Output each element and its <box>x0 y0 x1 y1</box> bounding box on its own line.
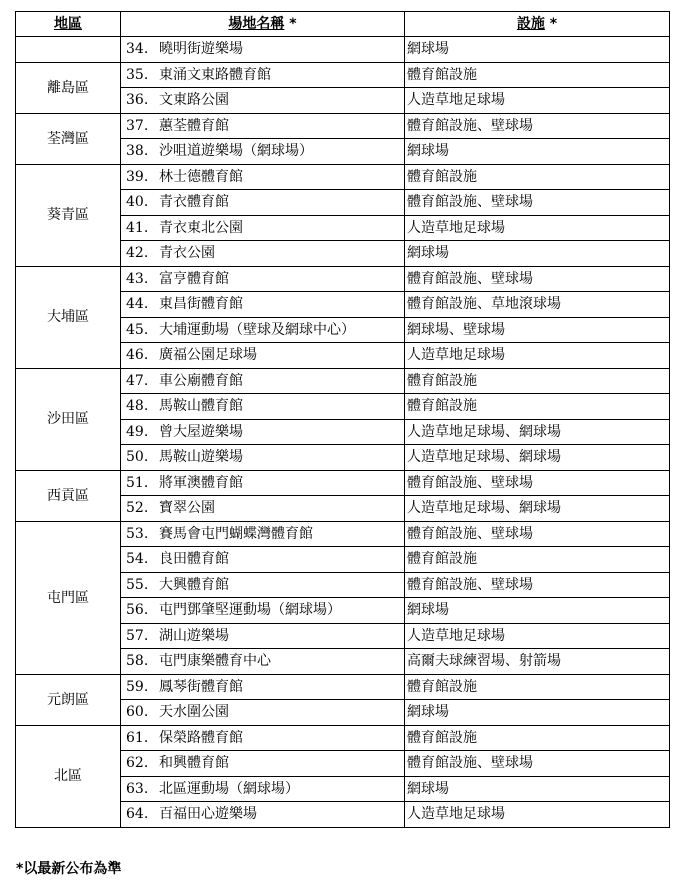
venue-name: 馬鞍山體育館 <box>159 398 243 415</box>
table-row <box>16 521 670 547</box>
venue-name: 和興體育館 <box>159 755 229 772</box>
district-cell: 屯門區 <box>16 521 121 674</box>
venue-cell <box>121 419 405 445</box>
venue-number: 44. <box>126 296 149 313</box>
venue-name: 車公廟體育館 <box>159 372 243 389</box>
venue-name: 大興體育館 <box>159 576 229 593</box>
header-venue: 場地名稱 * <box>121 12 405 37</box>
venue-number: 58. <box>126 653 149 670</box>
venue-cell <box>121 649 405 675</box>
venue-cell <box>121 572 405 598</box>
venue-cell <box>121 62 405 88</box>
district-cell: 西貢區 <box>16 470 121 521</box>
facilities-cell: 體育館設施、壁球場 <box>405 190 670 216</box>
table-row <box>16 368 670 394</box>
venue-cell <box>121 776 405 802</box>
facilities-cell: 網球場 <box>405 598 670 624</box>
venue-name: 良田體育館 <box>159 551 229 568</box>
venue-number: 36. <box>126 92 149 109</box>
venue-number: 56. <box>126 602 149 619</box>
venue-cell <box>121 139 405 165</box>
venue-number: 64. <box>126 806 149 823</box>
venue-cell <box>121 113 405 139</box>
venue-name: 寶翠公園 <box>159 500 215 517</box>
venue-cell <box>121 88 405 114</box>
venue-number: 41. <box>126 219 149 236</box>
venue-cell <box>121 241 405 267</box>
facilities-cell: 網球場 <box>405 700 670 726</box>
venue-cell <box>121 496 405 522</box>
facilities-cell: 體育館設施 <box>405 394 670 420</box>
venue-name: 將軍澳體育館 <box>159 474 243 491</box>
district-cell <box>16 37 121 63</box>
table-row <box>16 164 670 190</box>
venue-name: 東昌街體育館 <box>159 296 243 313</box>
venue-number: 53. <box>126 525 149 542</box>
venue-name: 曾大屋遊樂場 <box>159 423 243 440</box>
venue-name: 林士德體育館 <box>159 168 243 185</box>
header-facilities: 設施 * <box>405 12 670 37</box>
venue-cell <box>121 751 405 777</box>
facilities-cell: 高爾夫球練習場、射箭場 <box>405 649 670 675</box>
venue-number: 62. <box>126 755 149 772</box>
venue-number: 37. <box>126 117 149 134</box>
facilities-cell: 體育館設施 <box>405 62 670 88</box>
venue-name: 沙咀道遊樂場（網球場） <box>159 143 313 160</box>
facilities-cell: 人造草地足球場、網球場 <box>405 496 670 522</box>
venue-number: 45. <box>126 321 149 338</box>
venue-name: 湖山遊樂場 <box>159 627 229 644</box>
venue-number: 42. <box>126 245 149 262</box>
venue-number: 47. <box>126 372 149 389</box>
venue-number: 39. <box>126 168 149 185</box>
facilities-cell: 網球場 <box>405 139 670 165</box>
table-body <box>16 37 670 828</box>
venue-name: 曉明街遊樂場 <box>159 41 243 58</box>
venue-name: 屯門康樂體育中心 <box>159 653 271 670</box>
district-cell: 元朗區 <box>16 674 121 725</box>
table-row <box>16 37 670 63</box>
venue-name: 青衣公園 <box>159 245 215 262</box>
venue-name: 東涌文東路體育館 <box>159 66 271 83</box>
venue-cell <box>121 598 405 624</box>
district-cell: 離島區 <box>16 62 121 113</box>
district-cell: 北區 <box>16 725 121 827</box>
venue-name: 百福田心遊樂場 <box>159 806 257 823</box>
venue-number: 34. <box>126 41 149 58</box>
venue-cell <box>121 700 405 726</box>
venue-name: 保榮路體育館 <box>159 729 243 746</box>
facilities-cell: 網球場、壁球場 <box>405 317 670 343</box>
facilities-cell: 人造草地足球場、網球場 <box>405 445 670 471</box>
venue-number: 57. <box>126 627 149 644</box>
venue-cell <box>121 725 405 751</box>
venue-name: 廣福公園足球場 <box>159 347 257 364</box>
venue-number: 38. <box>126 143 149 160</box>
venue-number: 63. <box>126 780 149 797</box>
facilities-cell: 體育館設施、壁球場 <box>405 521 670 547</box>
venue-cell <box>121 394 405 420</box>
venue-cell <box>121 547 405 573</box>
venue-number: 46. <box>126 347 149 364</box>
facilities-cell: 人造草地足球場 <box>405 88 670 114</box>
venue-name: 天水圍公園 <box>159 704 229 721</box>
table-row <box>16 725 670 751</box>
venue-number: 54. <box>126 551 149 568</box>
header-row <box>16 12 670 37</box>
venue-number: 61. <box>126 729 149 746</box>
facilities-cell: 人造草地足球場 <box>405 623 670 649</box>
venue-cell <box>121 368 405 394</box>
venue-number: 48. <box>126 398 149 415</box>
venue-cell <box>121 470 405 496</box>
venue-cell <box>121 623 405 649</box>
facilities-cell: 網球場 <box>405 776 670 802</box>
facilities-cell: 體育館設施、壁球場 <box>405 113 670 139</box>
facilities-cell: 體育館設施、壁球場 <box>405 572 670 598</box>
venue-cell <box>121 37 405 63</box>
venue-number: 51. <box>126 474 149 491</box>
venue-name: 大埔運動場（壁球及網球中心） <box>159 321 355 338</box>
venue-cell <box>121 164 405 190</box>
facilities-cell: 人造草地足球場 <box>405 215 670 241</box>
venue-table <box>15 11 670 828</box>
table-row <box>16 62 670 88</box>
venue-name: 富亨體育館 <box>159 270 229 287</box>
district-cell: 葵青區 <box>16 164 121 266</box>
venue-number: 52. <box>126 500 149 517</box>
venue-number: 55. <box>126 576 149 593</box>
venue-cell <box>121 343 405 369</box>
facilities-cell: 體育館設施 <box>405 674 670 700</box>
facilities-cell: 網球場 <box>405 241 670 267</box>
facilities-cell: 體育館設施 <box>405 368 670 394</box>
venue-cell <box>121 521 405 547</box>
venue-cell <box>121 292 405 318</box>
facilities-cell: 人造草地足球場、網球場 <box>405 419 670 445</box>
venue-name: 青衣體育館 <box>159 194 229 211</box>
venue-number: 35. <box>126 66 149 83</box>
venue-name: 北區運動場（網球場） <box>159 780 299 797</box>
venue-name: 賽馬會屯門蝴蝶灣體育館 <box>159 525 313 542</box>
venue-cell <box>121 266 405 292</box>
venue-number: 60. <box>126 704 149 721</box>
facilities-cell: 人造草地足球場 <box>405 802 670 828</box>
venue-name: 鳳琴街體育館 <box>159 678 243 695</box>
facilities-cell: 網球場 <box>405 37 670 63</box>
header-district: 地區 <box>16 12 121 37</box>
venue-name: 文東路公園 <box>159 92 229 109</box>
venue-number: 49. <box>126 423 149 440</box>
venue-cell <box>121 802 405 828</box>
venue-cell <box>121 215 405 241</box>
venue-cell <box>121 674 405 700</box>
table-row <box>16 266 670 292</box>
facilities-cell: 體育館設施 <box>405 164 670 190</box>
table-row <box>16 470 670 496</box>
venue-number: 50. <box>126 449 149 466</box>
venue-name: 馬鞍山遊樂場 <box>159 449 243 466</box>
venue-cell <box>121 445 405 471</box>
table-row <box>16 113 670 139</box>
venue-name: 青衣東北公園 <box>159 219 243 236</box>
venue-name: 屯門鄧肇堅運動場（網球場） <box>159 602 341 619</box>
venue-number: 59. <box>126 678 149 695</box>
facilities-cell: 體育館設施、壁球場 <box>405 470 670 496</box>
venue-cell <box>121 317 405 343</box>
facilities-cell: 體育館設施、壁球場 <box>405 266 670 292</box>
facilities-cell: 體育館設施、壁球場 <box>405 751 670 777</box>
district-cell: 沙田區 <box>16 368 121 470</box>
facilities-cell: 體育館設施 <box>405 547 670 573</box>
table-row <box>16 674 670 700</box>
district-cell: 荃灣區 <box>16 113 121 164</box>
district-cell: 大埔區 <box>16 266 121 368</box>
venue-name: 蕙荃體育館 <box>159 117 229 134</box>
venue-number: 43. <box>126 270 149 287</box>
facilities-cell: 體育館設施 <box>405 725 670 751</box>
venue-number: 40. <box>126 194 149 211</box>
footnote: *以最新公布為準 <box>16 861 122 877</box>
facilities-cell: 人造草地足球場 <box>405 343 670 369</box>
venue-cell <box>121 190 405 216</box>
facilities-cell: 體育館設施、草地滾球場 <box>405 292 670 318</box>
